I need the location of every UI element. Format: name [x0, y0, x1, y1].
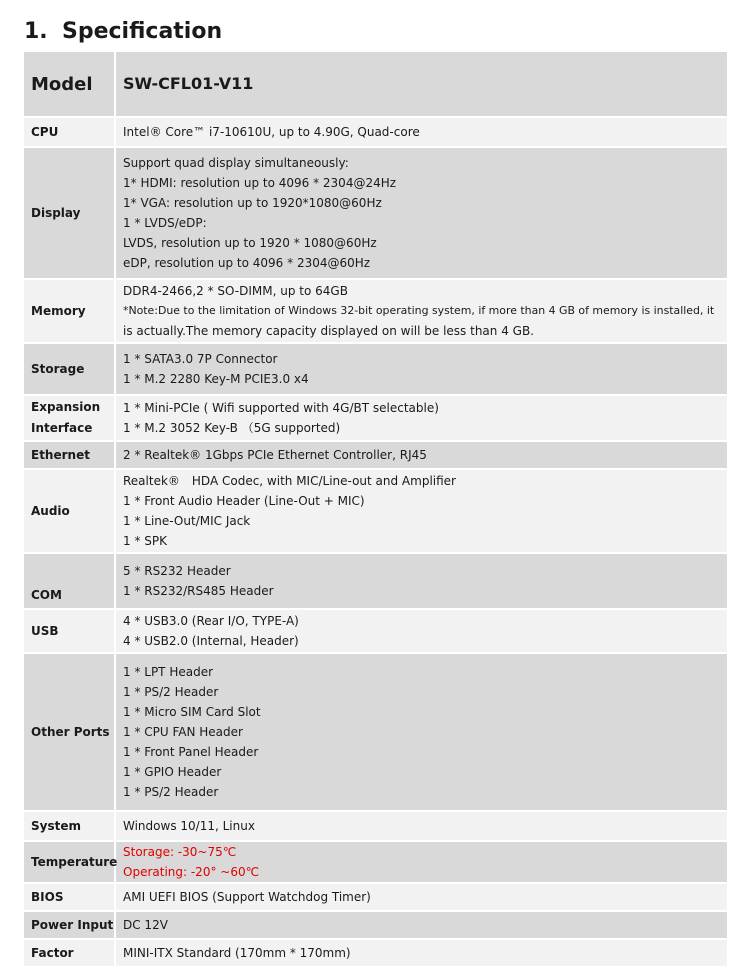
spec-value-line: 1* VGA: resolution up to 1920*1080@60Hz	[123, 196, 382, 210]
spec-value-line: Realtek® HDA Codec, with MIC/Line-out and Amplifier	[123, 474, 456, 488]
spec-value	[116, 610, 727, 652]
spec-value	[116, 470, 727, 552]
spec-label-text: System	[31, 818, 81, 833]
spec-value	[116, 912, 727, 938]
spec-label	[24, 344, 116, 394]
spec-value-line: LVDS, resolution up to 1920 * 1080@60Hz	[123, 236, 377, 250]
spec-value-line: Intel® Core™ i7-10610U, up to 4.90G, Quad-core	[123, 125, 420, 139]
spec-label-text: Power Input	[31, 917, 114, 932]
spec-label	[24, 470, 116, 552]
spec-value-line: DC 12V	[123, 918, 168, 932]
section-number: 1.	[24, 19, 48, 44]
spec-label-text: BIOS	[31, 889, 64, 904]
spec-value	[116, 842, 727, 882]
spec-label	[24, 280, 116, 342]
spec-label-text: Storage	[31, 361, 85, 376]
spec-value-line: 1 * SPK	[123, 534, 167, 548]
spec-value-line: 1 * Line-Out/MIC Jack	[123, 514, 251, 528]
spec-row-expansion	[24, 396, 727, 442]
spec-value-line: 1 * M.2 2280 Key-M PCIE3.0 x4	[123, 372, 309, 386]
spec-value	[116, 280, 727, 342]
spec-value-line: 1 * Micro SIM Card Slot	[123, 705, 261, 719]
spec-label-text: Interface	[31, 421, 93, 435]
spec-value	[116, 344, 727, 394]
spec-label-text: CPU	[31, 124, 59, 139]
spec-label-text: Factor	[31, 945, 74, 960]
spec-value-line: AMI UEFI BIOS (Support Watchdog Timer)	[123, 890, 371, 904]
spec-value	[116, 396, 727, 440]
spec-value-line: Operating: -20° ~60℃	[123, 865, 260, 879]
spec-value-line: 1 * PS/2 Header	[123, 785, 219, 799]
spec-label	[24, 442, 116, 468]
spec-value-line: 1 * PS/2 Header	[123, 685, 219, 699]
spec-row-com	[24, 554, 727, 610]
spec-row-temperature	[24, 842, 727, 884]
spec-value-line: 1 * LVDS/eDP:	[123, 216, 207, 230]
spec-value-line: 4 * USB3.0 (Rear I/O, TYPE-A)	[123, 614, 299, 628]
spec-value	[116, 442, 727, 468]
spec-label-text: COM	[31, 588, 62, 602]
spec-label	[24, 610, 116, 652]
spec-value-line: *Note:Due to the limitation of Windows 32-bit operating system, if more than 4 GB of memory is installed, it	[123, 304, 715, 317]
spec-value-line: 5 * RS232 Header	[123, 564, 231, 578]
spec-value-line: 2 * Realtek® 1Gbps PCIe Ethernet Controller, RJ45	[123, 448, 427, 462]
spec-label	[24, 118, 116, 146]
spec-value-line: 1* HDMI: resolution up to 4096 * 2304@24Hz	[123, 176, 397, 190]
spec-label	[24, 912, 116, 938]
spec-value	[116, 654, 727, 810]
spec-row-ethernet	[24, 442, 727, 470]
spec-value-line: 1 * CPU FAN Header	[123, 725, 243, 739]
spec-label-text: Temperature	[31, 854, 118, 869]
spec-value-line: Storage: -30~75℃	[123, 845, 237, 859]
spec-label-text: Expansion	[31, 400, 101, 414]
spec-label	[24, 148, 116, 278]
spec-value-line: MINI-ITX Standard (170mm * 170mm)	[123, 946, 351, 960]
spec-value-line: eDP, resolution up to 4096 * 2304@60Hz	[123, 256, 371, 270]
spec-value	[116, 884, 727, 910]
spec-value-line: Windows 10/11, Linux	[123, 819, 255, 833]
spec-row-cpu	[24, 118, 727, 148]
spec-value-line: is actually.The memory capacity displayed on will be less than 4 GB.	[123, 324, 534, 338]
spec-label-text: Other Ports	[31, 724, 110, 739]
spec-value-line: 1 * LPT Header	[123, 665, 214, 679]
section-heading: Specification	[62, 19, 223, 44]
spec-value-line: 4 * USB2.0 (Internal, Header)	[123, 634, 299, 648]
spec-value-line: 1 * Front Panel Header	[123, 745, 259, 759]
spec-label	[24, 812, 116, 840]
spec-value-line: 1 * Front Audio Header (Line-Out + MIC)	[123, 494, 365, 508]
spec-label	[24, 654, 116, 810]
spec-value-line: DDR4-2466,2 * SO-DIMM, up to 64GB	[123, 284, 348, 298]
spec-row-audio	[24, 470, 727, 554]
spec-label	[24, 842, 116, 882]
section-title	[24, 16, 222, 48]
spec-label	[24, 554, 116, 608]
spec-label-text: USB	[31, 623, 59, 638]
spec-row-memory	[24, 280, 727, 344]
spec-value-line: 1 * Mini-PCIe ( Wifi supported with 4G/BT selectable)	[123, 401, 439, 415]
spec-label-text: Memory	[31, 303, 86, 318]
model-value: SW-CFL01-V11	[123, 74, 254, 93]
spec-value-line: 1 * SATA3.0 7P Connector	[123, 352, 278, 366]
spec-table	[24, 52, 727, 968]
spec-row-power-input	[24, 912, 727, 940]
spec-label-text: Ethernet	[31, 447, 90, 462]
spec-value	[116, 554, 727, 608]
spec-row-storage	[24, 344, 727, 396]
spec-row-factor	[24, 940, 727, 968]
spec-label	[24, 396, 116, 440]
spec-label-text: Display	[31, 205, 81, 220]
spec-label	[24, 940, 116, 966]
spec-row-display	[24, 148, 727, 280]
spec-label-text: Audio	[31, 503, 70, 518]
spec-row-system	[24, 812, 727, 842]
spec-value	[116, 812, 727, 840]
spec-value-line: 1 * GPIO Header	[123, 765, 222, 779]
spec-value	[116, 118, 727, 146]
model-label: Model	[24, 52, 116, 116]
spec-header-row	[24, 52, 727, 118]
spec-label	[24, 884, 116, 910]
spec-value-line: 1 * M.2 3052 Key-B （5G supported)	[123, 421, 341, 435]
spec-value	[116, 940, 727, 966]
spec-value	[116, 148, 727, 278]
spec-value-line: 1 * RS232/RS485 Header	[123, 584, 274, 598]
spec-row-bios	[24, 884, 727, 912]
spec-value-line: Support quad display simultaneously:	[123, 156, 349, 170]
spec-row-other-ports	[24, 654, 727, 812]
spec-row-usb	[24, 610, 727, 654]
